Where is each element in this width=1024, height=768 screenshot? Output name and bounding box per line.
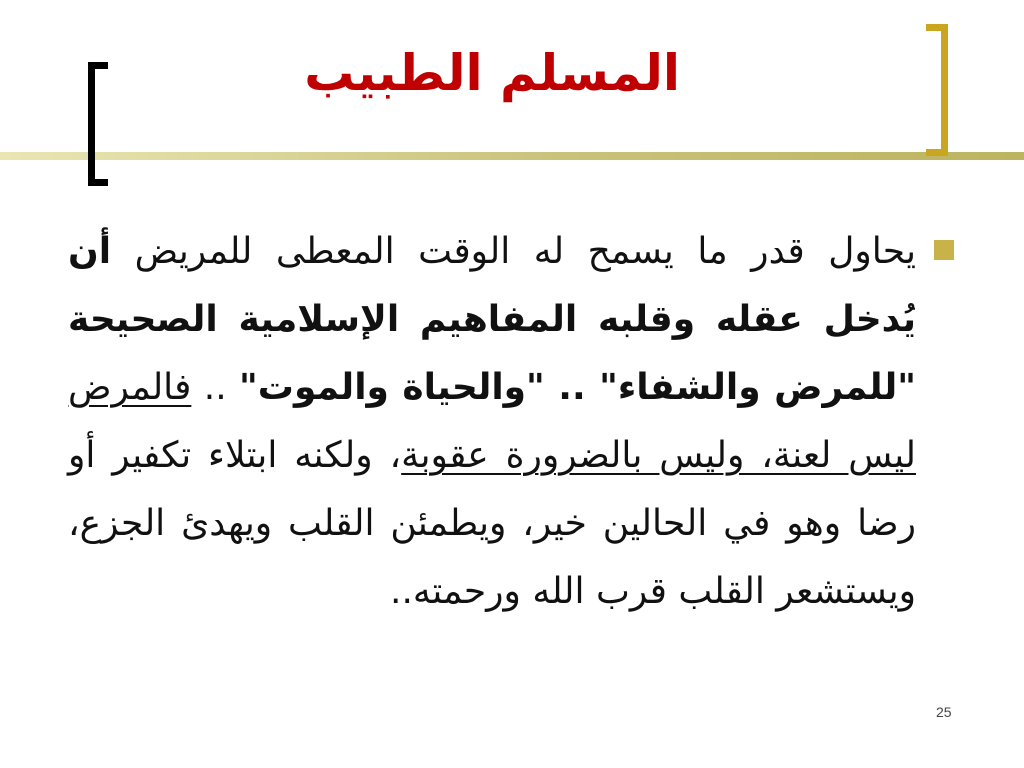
body-text-conclusion: ، ولكنه ابتلاء تكفير أو رضا وهو في الحالين خير، ويطمئن القلب ويهدئ الجزع، ويستشعر القلب قرب الله ورحمته.. bbox=[68, 435, 916, 612]
body-text-bold: أن يُدخل عقله وقلبه المفاهيم الإسلامية الصحيحة "للمرض والشفاء" .. "والحياة والموت" bbox=[68, 231, 916, 408]
left-bracket-decoration bbox=[88, 62, 108, 186]
bullet-text bbox=[68, 218, 916, 626]
bullet-square-icon bbox=[934, 240, 954, 260]
body-text-separator: .. bbox=[191, 367, 240, 408]
body-text-intro: يحاول قدر ما يسمح له الوقت المعطى للمريض bbox=[111, 231, 916, 272]
decorative-band bbox=[0, 152, 1024, 160]
body-text-underlined: فالمرض ليس لعنة، وليس بالضرورة عقوبة bbox=[68, 367, 917, 476]
right-bracket-decoration bbox=[926, 24, 948, 156]
slide-title: المسلم الطبيب bbox=[304, 44, 680, 102]
slide-number: 25 bbox=[936, 704, 952, 720]
